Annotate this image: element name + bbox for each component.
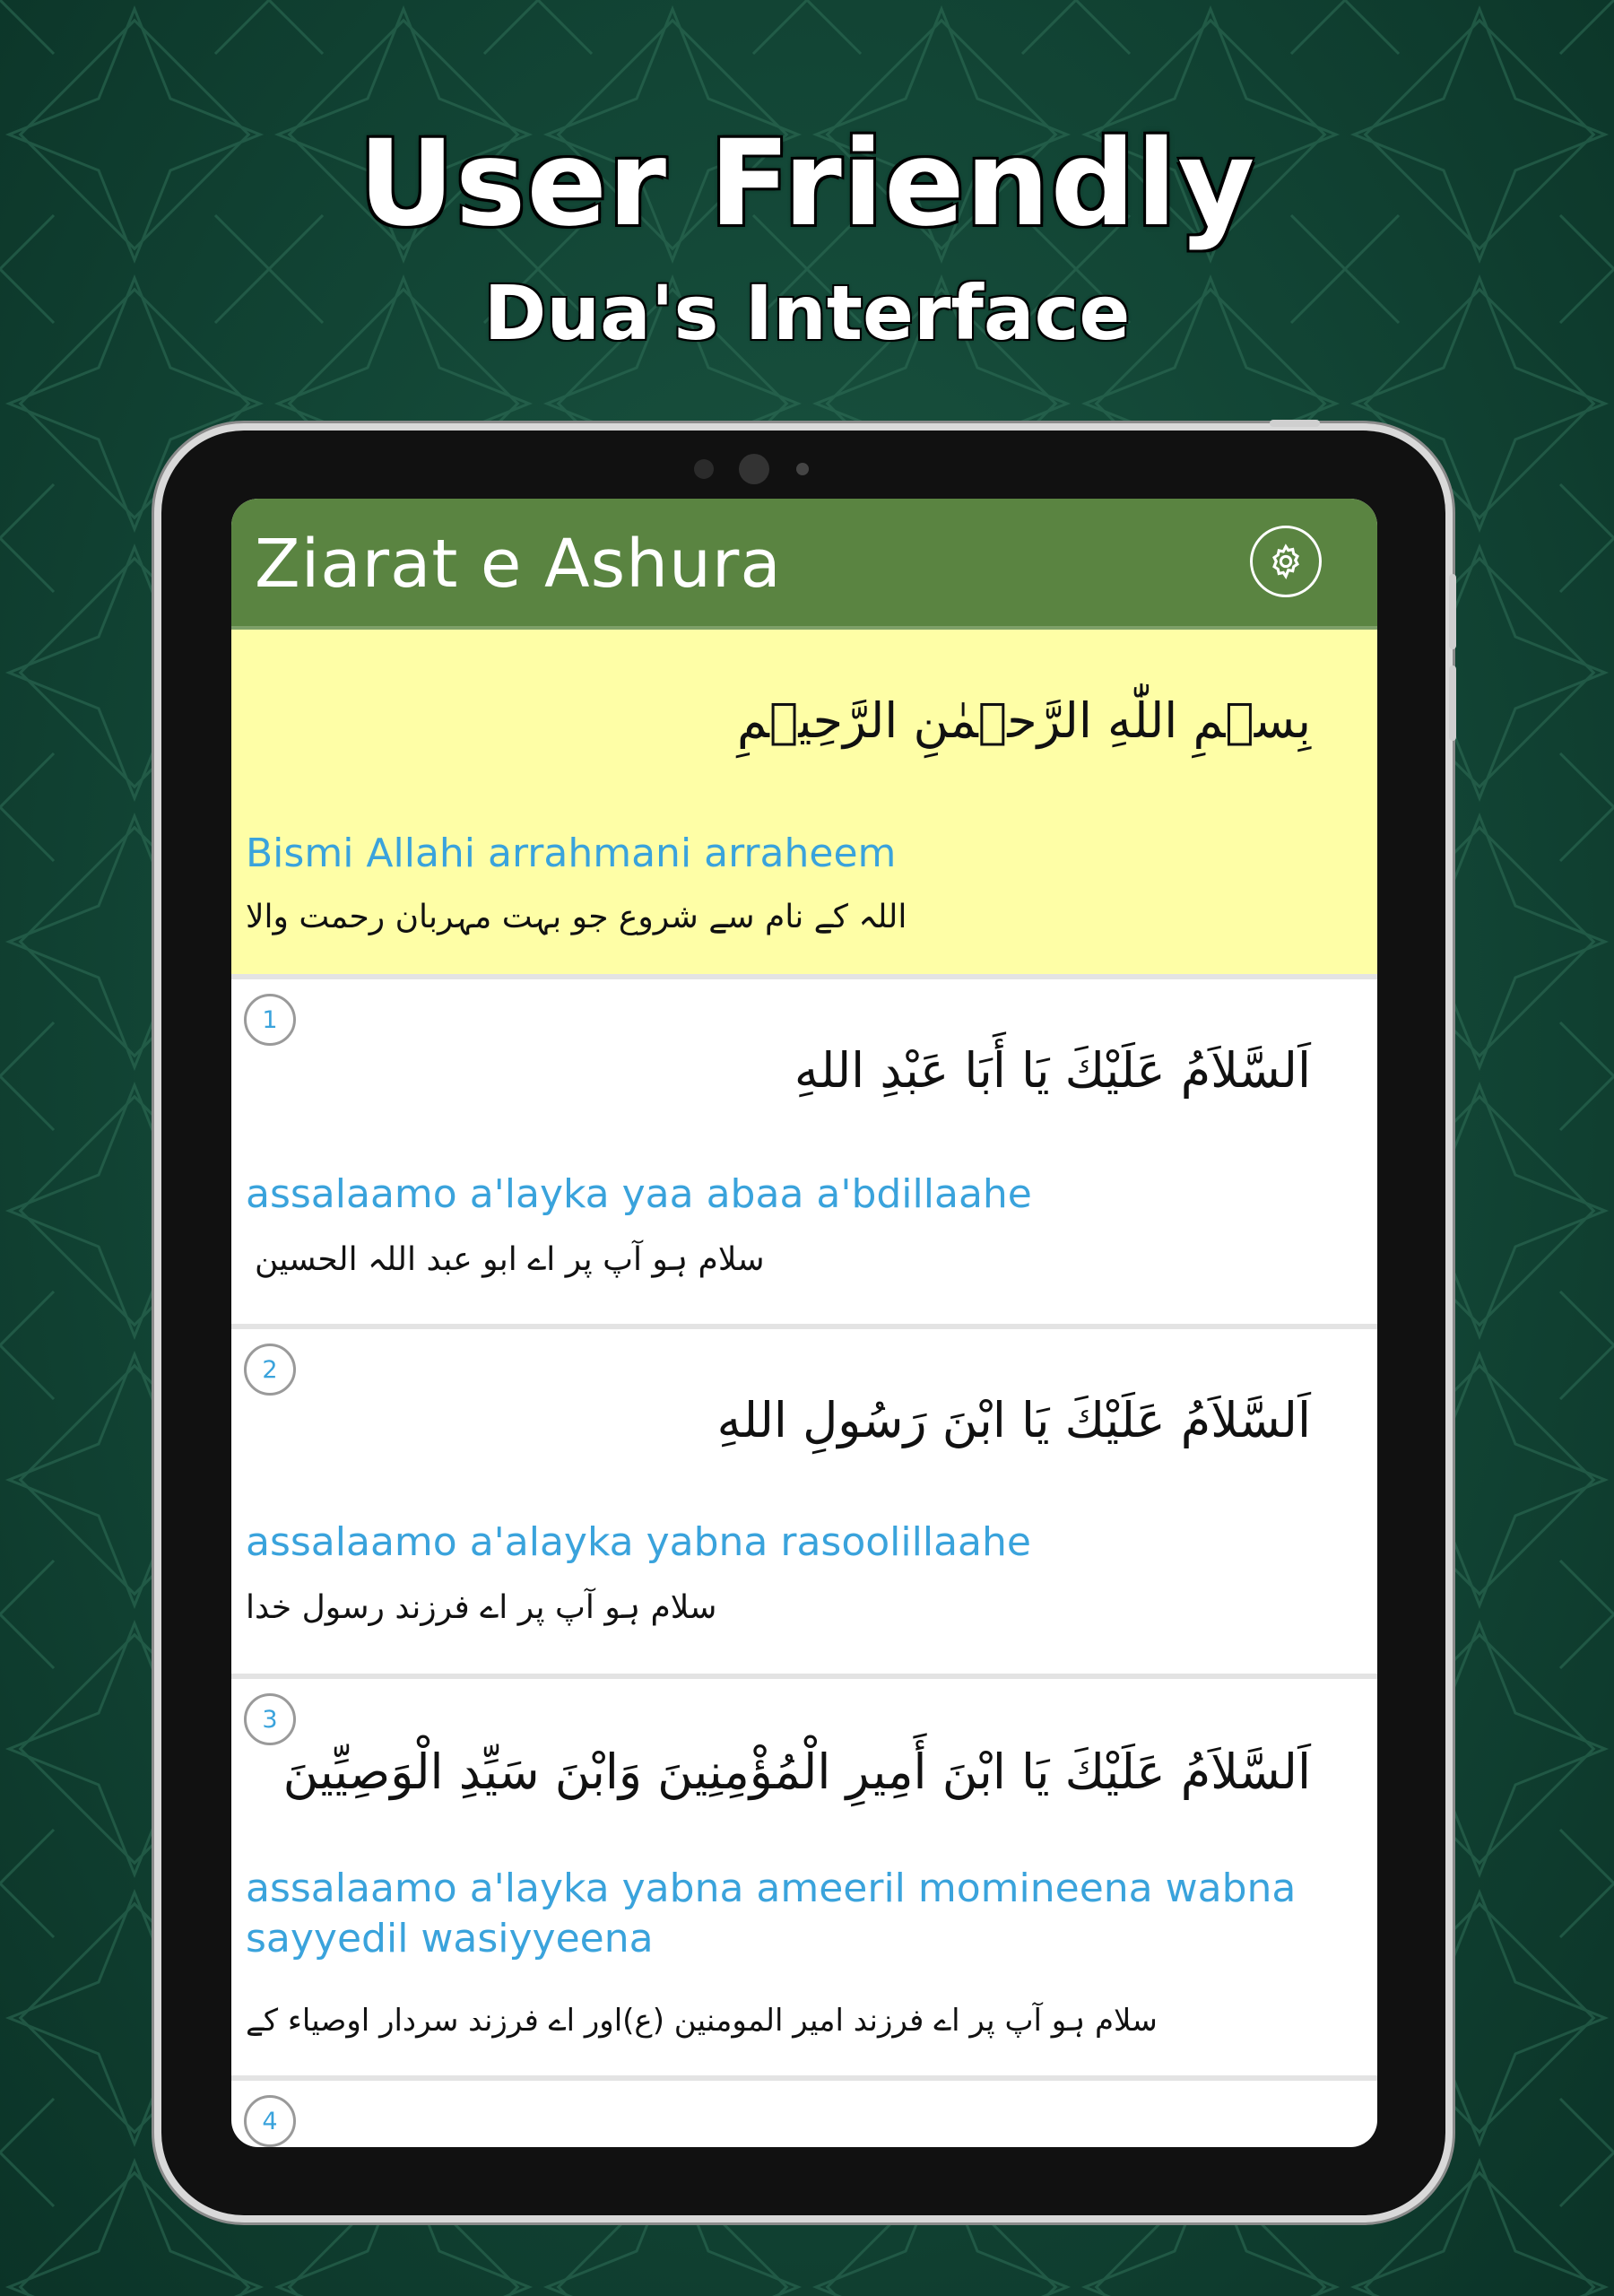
app-bar <box>231 499 1377 630</box>
top-button <box>1270 420 1320 427</box>
app-title: Ziarat e Ashura <box>255 526 782 603</box>
gear-icon <box>1267 543 1305 580</box>
transliteration-text: assalaamo a'alayka yabna rasoolillaahe <box>246 1519 1031 1565</box>
transliteration-text: Bismi Allahi arrahmani arraheem <box>246 831 897 876</box>
transliteration-text: assalaamo a'layka yaa abaa a'bdillaahe <box>246 1171 1032 1217</box>
urdu-translation: سلام ہو آپ پر اے ابو عبد اللہ الحسین <box>255 1241 765 1278</box>
verse-number: 1 <box>244 994 296 1046</box>
urdu-translation: سلام ہو آپ پر اے فرزند امیر المومنین (ع)اور اے فرزند سردار اوصیاء کے <box>246 2003 1158 2039</box>
arabic-text: اَلسَّلاَمُ عَلَيْكَ يَا ابْنَ رَسُولِ اللهِ <box>716 1392 1311 1448</box>
tablet-frame <box>161 430 1445 2215</box>
transliteration-text: assalaamo a'layka yabna ameeril momineena wabna sayyedil wasiyyeena <box>246 1866 1297 1961</box>
list-item[interactable] <box>231 1679 1377 2081</box>
banner-subtitle: Dua's Interface <box>483 269 1131 357</box>
list-item[interactable] <box>231 2081 1377 2147</box>
app-screen <box>231 499 1377 2147</box>
verse-number: 2 <box>244 1344 296 1396</box>
list-item[interactable] <box>231 979 1377 1329</box>
arabic-text: اَلسَّلاَمُ عَلَيْكَ يَا أَبَا عَبْدِ اللهِ <box>794 1042 1311 1099</box>
list-item[interactable] <box>231 1329 1377 1679</box>
light-sensor <box>796 463 809 475</box>
arabic-text: اَلسَّلاَمُ عَلَيْكَ يَا ابْنَ أَمِيرِ الْمُؤْمِنِينَ وَابْنَ سَيِّدِ الْوَصِيِّينَ <box>282 1744 1311 1800</box>
verse-number: 3 <box>244 1693 296 1745</box>
urdu-translation: اللہ کے نام سے شروع جو بہت مہربان رحمت والا <box>246 899 907 935</box>
urdu-translation: سلام ہو آپ پر اے فرزند رسول خدا <box>246 1589 717 1626</box>
camera-lens <box>739 454 769 484</box>
banner-title: User Friendly <box>358 115 1256 253</box>
settings-button[interactable] <box>1250 526 1322 597</box>
arabic-text: بِسۡمِ اللّٰهِ الرَّحۡمٰنِ الرَّحِیۡمِ <box>737 692 1311 749</box>
volume-up-button <box>1449 574 1456 649</box>
volume-down-button <box>1449 665 1456 741</box>
verse-number: 4 <box>244 2095 296 2147</box>
list-item[interactable] <box>231 630 1377 979</box>
sensor-dot <box>694 459 714 479</box>
